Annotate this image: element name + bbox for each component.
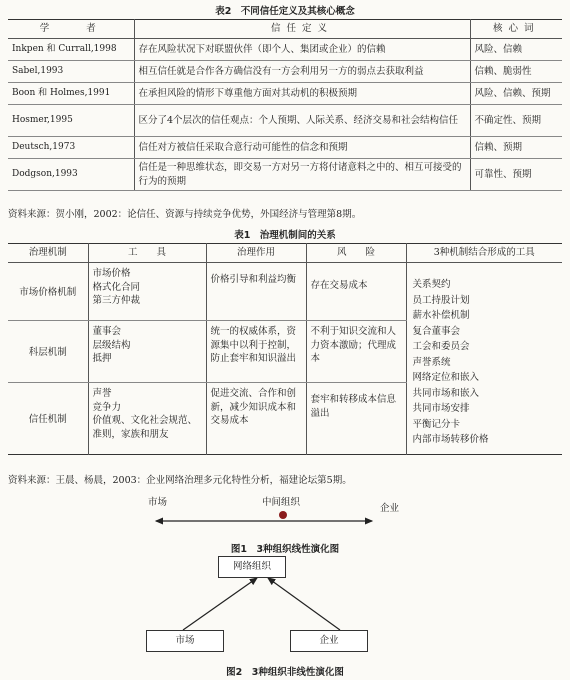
market-box: 市场 (146, 630, 224, 652)
scholar-cell: Sabel,1993 (8, 61, 134, 83)
definition-cell: 信任对方被信任采取合意行动可能性的信念和预期 (134, 137, 470, 159)
combined-tool-item: 内部市场转移价格 (412, 434, 489, 445)
table2-header-row (8, 20, 562, 39)
role-cell: 价格引导和利益均衡 (206, 263, 306, 321)
definition-cell: 在承担风险的情形下尊重他方面对其动机的积极预期 (134, 83, 470, 105)
risk-cell: 存在交易成本 (306, 263, 406, 321)
combined-tool-item: 共同市场安排 (412, 403, 470, 414)
figure1-enterprise-label: 企业 (380, 503, 400, 514)
mechanism-cell: 信任机制 (8, 383, 88, 455)
table2-header-keywords: 核心词 (470, 20, 562, 39)
definition-cell: 相互信任就是合作各方确信没有一方会利用另一方的弱点去获取利益 (134, 61, 470, 83)
table-row (8, 159, 562, 191)
scholar-cell: Boon 和 Holmes,1991 (8, 83, 134, 105)
figure1-caption: 图1 3种组织线性演化图 (230, 544, 340, 555)
combined-tool-item: 薪水补偿机制 (412, 310, 470, 321)
combined-tool-item: 复合董事会 (412, 325, 461, 337)
combined-tool-item: 工会和委员会 (412, 341, 470, 352)
scholar-cell: Inkpen 和 Currall,1998 (8, 39, 134, 61)
figure1-diagram (0, 494, 570, 534)
definition-cell: 存在风险状况下对联盟伙伴（即个人、集团或企业）的信赖 (134, 39, 470, 61)
enterprise-to-network-arrow (268, 578, 340, 630)
combined-tool-item: 共同市场和嵌入 (412, 387, 480, 399)
table-row (8, 137, 562, 159)
table1-header-row (8, 244, 562, 263)
scholar-cell: Dodgson,1993 (8, 159, 134, 191)
combined-tool-item: 声誉系统 (412, 356, 451, 368)
keywords-cell: 信赖、脆弱性 (470, 61, 562, 83)
combined-tool-item: 关系契约 (412, 279, 451, 290)
tool-item: 价值观、文化社会规范、准则，家族和朋友 (92, 415, 198, 440)
tool-item: 层级结构 (92, 339, 131, 351)
table2 (8, 19, 562, 191)
tool-item: 市场价格 (92, 268, 131, 279)
figure1-market-label: 市场 (148, 497, 168, 508)
table-row (8, 105, 562, 137)
network-organization-box: 网络组织 (218, 556, 286, 578)
keywords-cell: 信赖、预期 (470, 137, 562, 159)
table1-header-combined: 3种机制结合形成的工具 (406, 244, 562, 263)
table1-caption: 表1 治理机制间的关系 (234, 230, 336, 241)
role-cell: 促进交流、合作和创新，减少知识成本和交易成本 (206, 383, 306, 455)
table1 (8, 243, 562, 455)
role-cell: 统一的权威体系，资源集中以利于控制，防止套牢和知识溢出 (206, 321, 306, 383)
enterprise-box: 企业 (290, 630, 368, 652)
table1-header-risk: 风 险 (306, 244, 406, 263)
figure2-caption: 图2 3种组织非线性演化图 (226, 667, 344, 678)
tool-item: 抵押 (92, 353, 112, 364)
definition-cell: 区分了4个层次的信任观点：个人预期、人际关系、经济交易和社会结构信任 (134, 105, 470, 137)
tool-item: 董事会 (92, 326, 122, 337)
table-row (8, 263, 562, 321)
definition-cell: 信任是一种思维状态，即交易一方对另一方将付诸意料之中的、相互可接受的行为的预期 (134, 159, 470, 191)
middle-point-dot (279, 511, 287, 519)
tools-cell (88, 263, 206, 321)
combined-tool-item: 员工持股计划 (412, 294, 470, 306)
tool-item: 格式化合同 (92, 281, 141, 293)
figure1-axis (0, 494, 570, 534)
keywords-cell: 风险、信赖 (470, 39, 562, 61)
tool-item: 竞争力 (92, 401, 122, 413)
keywords-cell: 风险、信赖、预期 (470, 83, 562, 105)
risk-cell: 套牢和转移成本信息溢出 (306, 383, 406, 455)
risk-cell: 不利于知识交流和人力资本激励；代理成本 (306, 321, 406, 383)
tool-item: 第三方仲裁 (92, 295, 141, 306)
market-to-network-arrow (183, 578, 257, 630)
scholar-cell: Deutsch,1973 (8, 137, 134, 159)
tools-cell (88, 383, 206, 455)
scholar-cell: Hosmer,1995 (8, 105, 134, 137)
table2-header-scholar: 学 者 (8, 20, 134, 39)
combined-tools-cell (406, 263, 562, 455)
table1-header-tools: 工 具 (88, 244, 206, 263)
keywords-cell: 不确定性、预期 (470, 105, 562, 137)
table2-caption: 表2 不同信任定义及其核心概念 (215, 6, 355, 17)
keywords-cell: 可靠性、预期 (470, 159, 562, 191)
mechanism-cell: 市场价格机制 (8, 263, 88, 321)
figure1-middle-label: 中间组织 (262, 497, 301, 508)
tools-cell (88, 321, 206, 383)
table-row (8, 39, 562, 61)
table2-header-definition: 信任定义 (134, 20, 470, 39)
mechanism-cell: 科层机制 (8, 321, 88, 383)
combined-tool-item: 平衡记分卡 (412, 418, 461, 430)
table1-header-mechanism: 治理机制 (8, 244, 88, 263)
table1-source: 资料来源：王晨、杨晨，2003：企业网络治理多元化特性分析，福建论坛第5期。 (8, 475, 352, 486)
combined-tool-item: 网络定位和嵌入 (412, 372, 480, 383)
table-row (8, 61, 562, 83)
table1-header-role: 治理作用 (206, 244, 306, 263)
table-row (8, 83, 562, 105)
tool-item: 声誉 (92, 388, 112, 399)
table2-source: 资料来源：贺小刚，2002：论信任、资源与持续竞争优势，外国经济与管理第8期。 (8, 209, 362, 220)
